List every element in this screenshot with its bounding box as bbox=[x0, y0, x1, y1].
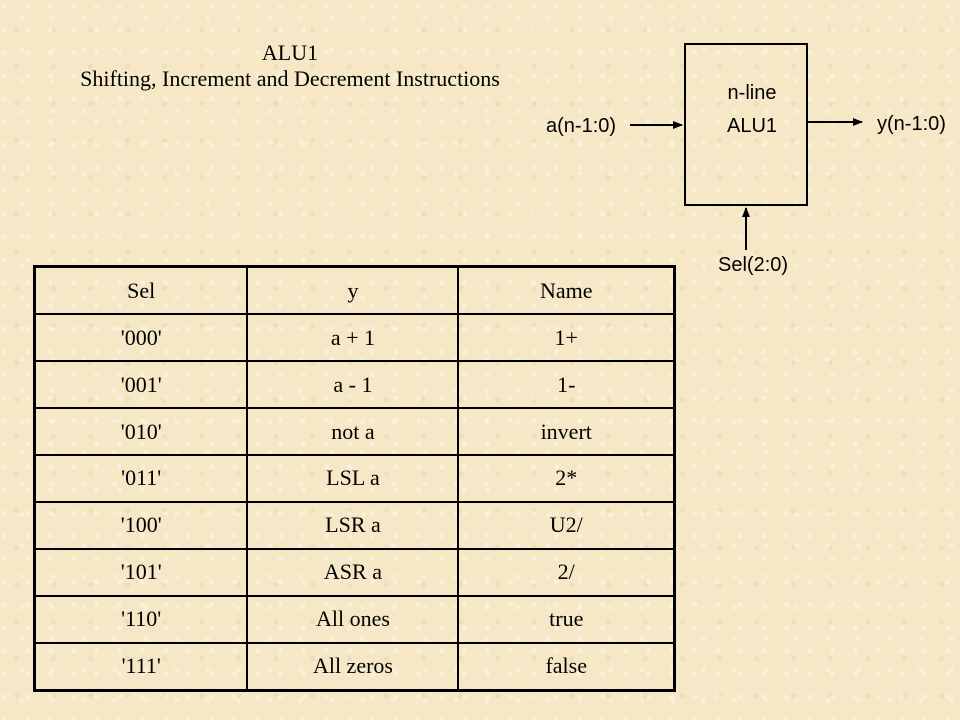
cell-sel: '000' bbox=[35, 314, 248, 361]
alu-function-table bbox=[33, 265, 676, 692]
cell-sel: '011' bbox=[35, 455, 248, 502]
table-row bbox=[35, 596, 675, 643]
cell-y: a + 1 bbox=[247, 314, 458, 361]
cell-y: All zeros bbox=[247, 643, 458, 691]
title-line-1: ALU1 bbox=[261, 40, 319, 65]
table-row bbox=[35, 455, 675, 502]
cell-name: U2/ bbox=[458, 502, 674, 549]
alu-label-line-2: ALU1 bbox=[726, 115, 778, 137]
table-row bbox=[35, 643, 675, 691]
cell-name: invert bbox=[458, 408, 674, 455]
cell-sel: '010' bbox=[35, 408, 248, 455]
cell-name: 2/ bbox=[458, 549, 674, 596]
header-sel: Sel bbox=[35, 267, 248, 315]
header-y: y bbox=[247, 267, 458, 315]
header-name: Name bbox=[458, 267, 674, 315]
table-row bbox=[35, 502, 675, 549]
cell-y: LSL a bbox=[247, 455, 458, 502]
cell-sel: '100' bbox=[35, 502, 248, 549]
cell-y: LSR a bbox=[247, 502, 458, 549]
table-row bbox=[35, 408, 675, 455]
cell-sel: '001' bbox=[35, 361, 248, 408]
table-row bbox=[35, 361, 675, 408]
table-row bbox=[35, 314, 675, 361]
cell-name: false bbox=[458, 643, 674, 691]
table-row bbox=[35, 549, 675, 596]
title-line-2: Shifting, Increment and Decrement Instructions bbox=[80, 66, 500, 91]
cell-y: a - 1 bbox=[247, 361, 458, 408]
cell-y: not a bbox=[247, 408, 458, 455]
select-signal-label: Sel(2:0) bbox=[718, 254, 789, 276]
cell-sel: '111' bbox=[35, 643, 248, 691]
cell-y: All ones bbox=[247, 596, 458, 643]
cell-name: 1- bbox=[458, 361, 674, 408]
cell-sel: '101' bbox=[35, 549, 248, 596]
alu-block-diagram bbox=[0, 0, 960, 300]
cell-name: true bbox=[458, 596, 674, 643]
alu-label-line-1: n-line bbox=[727, 82, 777, 104]
cell-sel: '110' bbox=[35, 596, 248, 643]
cell-y: ASR a bbox=[247, 549, 458, 596]
input-signal-label: a(n-1:0) bbox=[546, 115, 617, 137]
output-signal-label: y(n-1:0) bbox=[877, 113, 946, 135]
table-header-row bbox=[35, 267, 675, 315]
cell-name: 1+ bbox=[458, 314, 674, 361]
cell-name: 2* bbox=[458, 455, 674, 502]
